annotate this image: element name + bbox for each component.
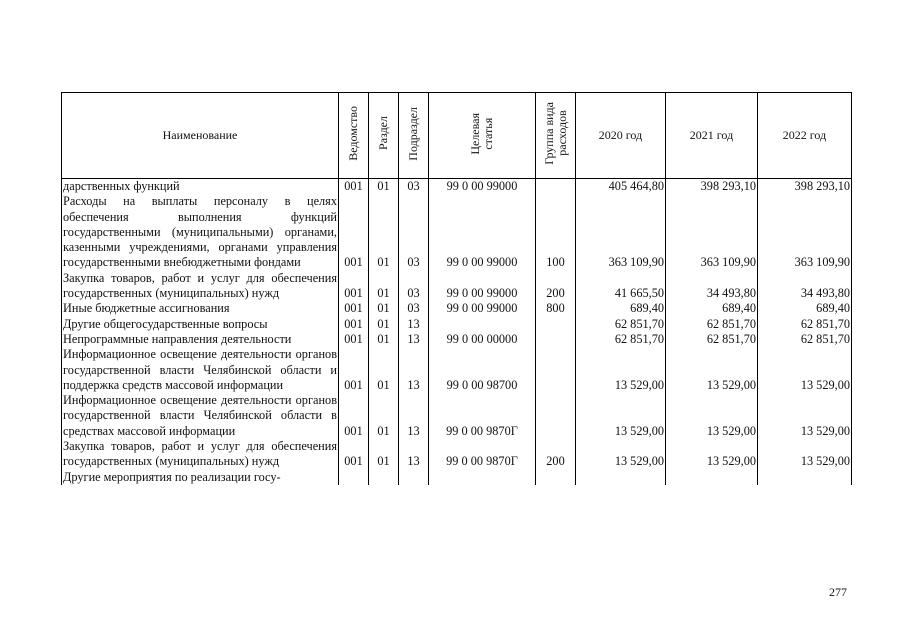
row-name: Закупка товаров, работ и услуг для обеспечения государственных (муниципальных) нужд <box>63 439 337 469</box>
row-podrazdel: 03 <box>399 271 429 302</box>
row-value-2021 <box>666 470 758 485</box>
row-razdel: 01 <box>369 393 399 439</box>
table-row <box>62 470 852 485</box>
row-vid-rashodov: 200 <box>536 439 576 470</box>
table-row <box>62 179 852 195</box>
header-celevaya: Целевая статья <box>429 93 536 179</box>
row-name: дарственных функций <box>62 179 339 195</box>
header-vedomstvo: Ведомство <box>339 93 369 179</box>
row-razdel: 01 <box>369 301 399 316</box>
table-row <box>62 332 852 347</box>
budget-table <box>61 92 852 485</box>
row-value-2020: 13 529,00 <box>576 347 666 393</box>
row-razdel: 01 <box>369 271 399 302</box>
row-celevaya: 99 0 00 99000 <box>429 179 536 195</box>
header-podrazdel: Подраздел <box>399 93 429 179</box>
row-vedomstvo: 001 <box>339 179 369 195</box>
row-razdel: 01 <box>369 347 399 393</box>
table-row <box>62 393 852 439</box>
row-vedomstvo: 001 <box>339 332 369 347</box>
row-value-2021: 62 851,70 <box>666 317 758 332</box>
row-value-2021: 62 851,70 <box>666 332 758 347</box>
row-value-2022: 689,40 <box>758 301 852 316</box>
row-celevaya: 99 0 00 99000 <box>429 271 536 302</box>
row-razdel <box>369 470 399 485</box>
header-2022: 2022 год <box>758 93 852 179</box>
row-podrazdel: 13 <box>399 317 429 332</box>
row-value-2020: 13 529,00 <box>576 393 666 439</box>
row-vedomstvo: 001 <box>339 317 369 332</box>
row-vid-rashodov <box>536 393 576 439</box>
table-row <box>62 301 852 316</box>
row-vid-rashodov <box>536 470 576 485</box>
row-vedomstvo: 001 <box>339 194 369 270</box>
table-row <box>62 194 852 270</box>
row-value-2022: 363 109,90 <box>758 194 852 270</box>
header-2020: 2020 год <box>576 93 666 179</box>
row-vedomstvo: 001 <box>339 347 369 393</box>
row-podrazdel: 13 <box>399 332 429 347</box>
row-vid-rashodov <box>536 332 576 347</box>
row-value-2021: 13 529,00 <box>666 347 758 393</box>
row-value-2021: 34 493,80 <box>666 271 758 302</box>
row-celevaya: 99 0 00 00000 <box>429 332 536 347</box>
header-2021: 2021 год <box>666 93 758 179</box>
row-podrazdel: 13 <box>399 439 429 470</box>
row-name: Информационное освещение деятельности органов государственной власти Челябинской области и поддержка средств массовой информации <box>63 347 337 392</box>
row-vid-rashodov <box>536 317 576 332</box>
row-celevaya: 99 0 00 99000 <box>429 301 536 316</box>
row-razdel: 01 <box>369 194 399 270</box>
row-name: Другие общегосударственные вопросы <box>62 317 339 332</box>
row-vedomstvo: 001 <box>339 301 369 316</box>
table-row <box>62 347 852 393</box>
row-vid-rashodov: 200 <box>536 271 576 302</box>
table-row <box>62 317 852 332</box>
row-name: Иные бюджетные ассигнования <box>62 301 339 316</box>
row-value-2020: 41 665,50 <box>576 271 666 302</box>
row-podrazdel: 03 <box>399 194 429 270</box>
row-value-2020: 689,40 <box>576 301 666 316</box>
row-value-2020 <box>576 470 666 485</box>
row-vedomstvo: 001 <box>339 439 369 470</box>
row-celevaya: 99 0 00 9870Г <box>429 439 536 470</box>
row-value-2022: 13 529,00 <box>758 439 852 470</box>
row-name: Другие мероприятия по реализации госу- <box>62 470 339 485</box>
row-razdel: 01 <box>369 332 399 347</box>
row-vedomstvo <box>339 470 369 485</box>
row-value-2021: 13 529,00 <box>666 439 758 470</box>
row-name: Закупка товаров, работ и услуг для обеспечения государственных (муниципальных) нужд <box>63 270 337 301</box>
row-vid-rashodov <box>536 347 576 393</box>
row-podrazdel: 13 <box>399 393 429 439</box>
row-value-2022 <box>758 470 852 485</box>
row-value-2021: 398 293,10 <box>666 179 758 195</box>
row-celevaya: 99 0 00 99000 <box>429 194 536 270</box>
header-gruppa: Группа вида расходов <box>536 93 576 179</box>
row-value-2021: 689,40 <box>666 301 758 316</box>
row-podrazdel <box>399 470 429 485</box>
row-value-2020: 363 109,90 <box>576 194 666 270</box>
row-celevaya: 99 0 00 98700 <box>429 347 536 393</box>
table-row <box>62 439 852 470</box>
row-value-2020: 13 529,00 <box>576 439 666 470</box>
row-razdel: 01 <box>369 317 399 332</box>
row-podrazdel: 03 <box>399 179 429 195</box>
row-vid-rashodov <box>536 179 576 195</box>
row-value-2020: 62 851,70 <box>576 317 666 332</box>
row-value-2020: 405 464,80 <box>576 179 666 195</box>
row-value-2021: 13 529,00 <box>666 393 758 439</box>
row-podrazdel: 03 <box>399 301 429 316</box>
row-vid-rashodov: 100 <box>536 194 576 270</box>
row-vedomstvo: 001 <box>339 393 369 439</box>
row-razdel: 01 <box>369 439 399 470</box>
table-row <box>62 271 852 302</box>
row-name: Непрограммные направления деятельности <box>62 332 339 347</box>
header-razdel: Раздел <box>369 93 399 179</box>
row-value-2022: 13 529,00 <box>758 347 852 393</box>
row-razdel: 01 <box>369 179 399 195</box>
row-celevaya <box>429 317 536 332</box>
row-value-2022: 398 293,10 <box>758 179 852 195</box>
page-number: 277 <box>829 585 847 599</box>
row-name: Расходы на выплаты персоналу в целях обеспечения выполнения функций государственными (муниципальными) органами, казенными учреждениями, органами управления государственными внебюджетными фондами <box>63 194 337 270</box>
row-celevaya: 99 0 00 9870Г <box>429 393 536 439</box>
row-name: Информационное освещение деятельности органов государственной власти Челябинской области в средствах массовой информации <box>63 393 337 438</box>
row-value-2021: 363 109,90 <box>666 194 758 270</box>
table-header-row <box>62 93 852 179</box>
header-name: Наименование <box>62 93 339 179</box>
row-vedomstvo: 001 <box>339 271 369 302</box>
row-value-2022: 62 851,70 <box>758 332 852 347</box>
row-value-2020: 62 851,70 <box>576 332 666 347</box>
row-podrazdel: 13 <box>399 347 429 393</box>
row-celevaya <box>429 470 536 485</box>
row-value-2022: 34 493,80 <box>758 271 852 302</box>
row-value-2022: 13 529,00 <box>758 393 852 439</box>
row-value-2022: 62 851,70 <box>758 317 852 332</box>
row-vid-rashodov: 800 <box>536 301 576 316</box>
